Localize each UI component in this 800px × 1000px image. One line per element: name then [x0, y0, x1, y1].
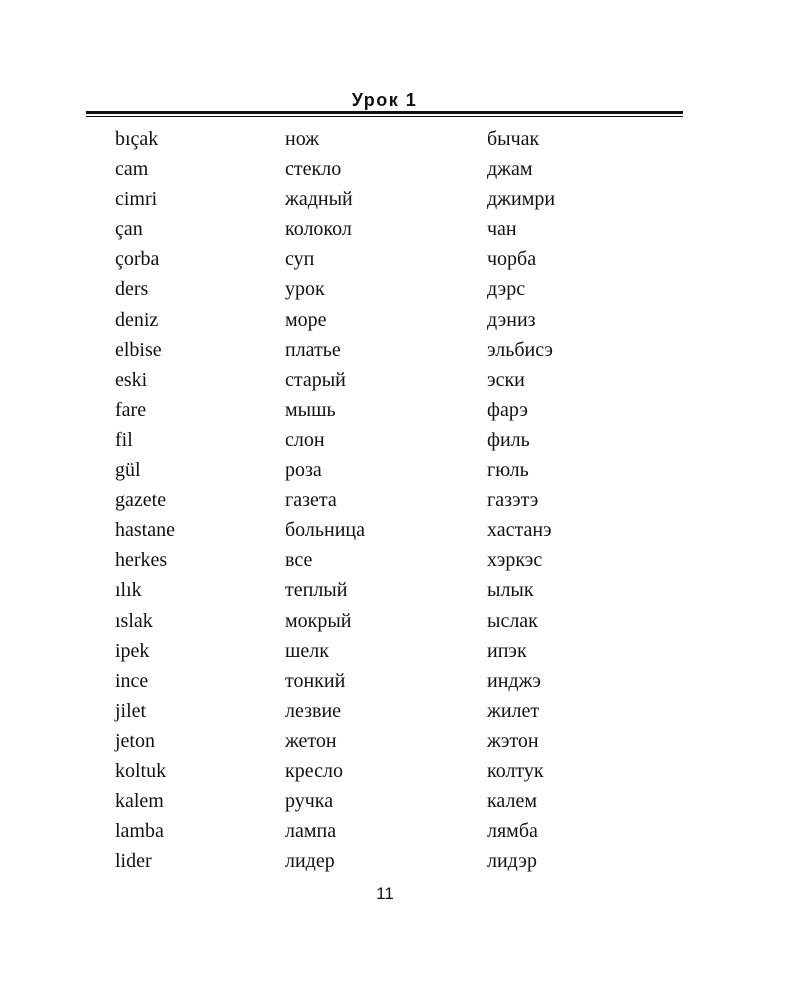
- cyrillic-transliteration: лидэр: [487, 850, 537, 873]
- russian-translation: роза: [285, 459, 322, 482]
- page-header: [86, 89, 683, 117]
- cyrillic-transliteration: ипэк: [487, 639, 527, 662]
- russian-translation: лидер: [285, 850, 335, 873]
- russian-translation: мокрый: [285, 609, 352, 632]
- vocab-row: [0, 455, 800, 485]
- vocabulary-table: [0, 124, 800, 876]
- russian-translation: платье: [285, 338, 341, 361]
- russian-translation: лампа: [285, 820, 337, 843]
- vocab-row: [0, 184, 800, 214]
- vocab-row: [0, 305, 800, 335]
- cyrillic-transliteration: филь: [487, 428, 530, 451]
- cyrillic-transliteration: джам: [487, 158, 533, 181]
- cyrillic-transliteration: джимри: [487, 188, 556, 211]
- turkish-word: ipek: [115, 639, 150, 662]
- vocab-row: [0, 575, 800, 605]
- turkish-word: deniz: [115, 308, 159, 331]
- header-rule-thick: [86, 111, 683, 114]
- vocab-row: [0, 425, 800, 455]
- russian-translation: больница: [285, 519, 365, 542]
- turkish-word: ıslak: [115, 609, 153, 632]
- turkish-word: herkes: [115, 549, 168, 572]
- vocab-row: [0, 154, 800, 184]
- vocab-row: [0, 696, 800, 726]
- cyrillic-transliteration: колтук: [487, 759, 544, 782]
- turkish-word: fil: [115, 428, 133, 451]
- turkish-word: elbise: [115, 338, 162, 361]
- russian-translation: урок: [285, 278, 325, 301]
- turkish-word: gazete: [115, 489, 167, 512]
- vocab-row: [0, 786, 800, 816]
- russian-translation: море: [285, 308, 327, 331]
- vocab-row: [0, 515, 800, 545]
- turkish-word: gül: [115, 459, 141, 482]
- turkish-word: bıçak: [115, 128, 159, 150]
- vocab-row: [0, 335, 800, 365]
- russian-translation: шелк: [285, 639, 329, 662]
- vocab-row: [0, 606, 800, 636]
- turkish-word: çorba: [115, 248, 160, 271]
- turkish-word: ders: [115, 278, 149, 301]
- vocab-row: [0, 816, 800, 846]
- russian-translation: жетон: [285, 729, 337, 752]
- turkish-word: ince: [115, 669, 149, 692]
- turkish-word: hastane: [115, 519, 175, 542]
- turkish-word: lamba: [115, 820, 164, 843]
- vocab-row: [0, 636, 800, 666]
- russian-translation: стекло: [285, 158, 342, 181]
- cyrillic-transliteration: лямба: [487, 820, 538, 843]
- cyrillic-transliteration: ылык: [487, 579, 534, 602]
- cyrillic-transliteration: бычак: [487, 128, 540, 150]
- page-title: Урок 1: [351, 90, 418, 110]
- cyrillic-transliteration: фарэ: [487, 398, 528, 421]
- turkish-word: cimri: [115, 188, 158, 211]
- turkish-word: çan: [115, 218, 143, 241]
- turkish-word: eski: [115, 368, 148, 391]
- russian-translation: старый: [285, 368, 346, 391]
- header-rule-thin: [86, 116, 683, 117]
- cyrillic-transliteration: хэркэс: [487, 549, 543, 572]
- vocab-row: [0, 244, 800, 274]
- vocab-row: [0, 124, 800, 154]
- page-number: 11: [376, 884, 394, 903]
- russian-translation: все: [285, 549, 313, 572]
- russian-translation: лезвие: [285, 699, 342, 722]
- cyrillic-transliteration: гюль: [487, 459, 529, 482]
- cyrillic-transliteration: чан: [487, 218, 517, 241]
- cyrillic-transliteration: эски: [487, 368, 525, 391]
- turkish-word: koltuk: [115, 759, 167, 782]
- turkish-word: cam: [115, 158, 149, 181]
- cyrillic-transliteration: инджэ: [487, 669, 541, 692]
- vocab-row: [0, 214, 800, 244]
- vocab-row: [0, 395, 800, 425]
- vocab-row: [0, 274, 800, 304]
- vocab-row: [0, 485, 800, 515]
- russian-translation: мышь: [285, 398, 336, 421]
- cyrillic-transliteration: жилет: [487, 699, 540, 722]
- turkish-word: lider: [115, 850, 152, 873]
- turkish-word: jilet: [115, 699, 147, 722]
- cyrillic-transliteration: газэтэ: [487, 489, 539, 512]
- russian-translation: суп: [285, 248, 315, 271]
- cyrillic-transliteration: дэниз: [487, 308, 536, 331]
- cyrillic-transliteration: дэрс: [487, 278, 526, 301]
- cyrillic-transliteration: калем: [487, 790, 537, 813]
- russian-translation: тонкий: [285, 669, 346, 692]
- vocab-row: [0, 666, 800, 696]
- vocab-row: [0, 545, 800, 575]
- russian-translation: газета: [285, 489, 337, 512]
- cyrillic-transliteration: ыслак: [487, 609, 538, 632]
- vocab-row: [0, 726, 800, 756]
- russian-translation: теплый: [285, 579, 348, 602]
- russian-translation: жадный: [285, 188, 353, 211]
- vocab-row: [0, 846, 800, 876]
- russian-translation: слон: [285, 428, 325, 451]
- turkish-word: fare: [115, 398, 147, 421]
- vocab-row: [0, 756, 800, 786]
- russian-translation: кресло: [285, 759, 343, 782]
- cyrillic-transliteration: хастанэ: [487, 519, 552, 542]
- cyrillic-transliteration: чорба: [487, 248, 537, 271]
- cyrillic-transliteration: жэтон: [487, 729, 539, 752]
- russian-translation: ручка: [285, 790, 334, 813]
- vocab-row: [0, 365, 800, 395]
- cyrillic-transliteration: эльбисэ: [487, 338, 553, 361]
- turkish-word: jeton: [115, 729, 155, 752]
- turkish-word: ılık: [115, 579, 142, 602]
- turkish-word: kalem: [115, 790, 164, 813]
- russian-translation: нож: [285, 128, 320, 150]
- russian-translation: колокол: [285, 218, 352, 241]
